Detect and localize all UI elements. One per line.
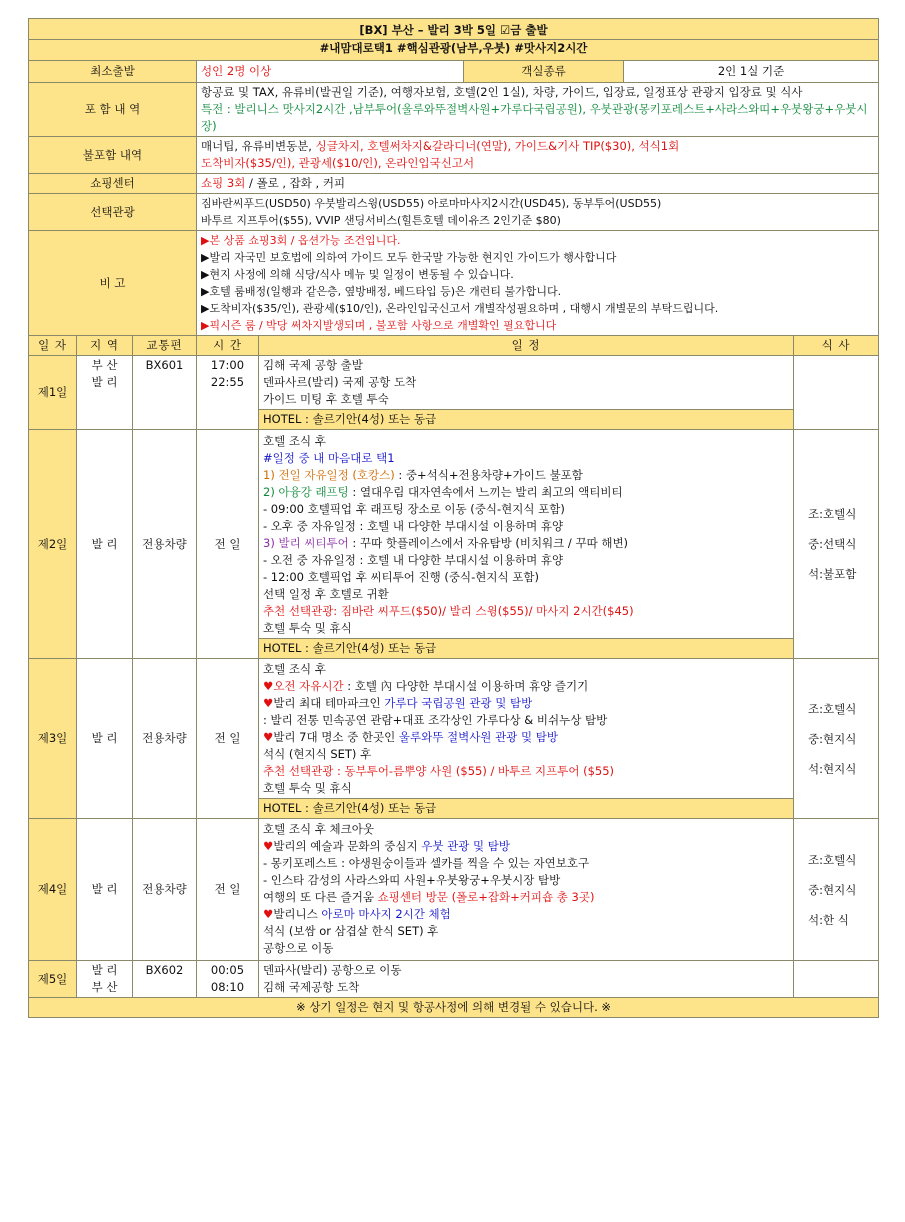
day-region: 부 산 발 리 [77,356,133,430]
option-cell [197,194,879,231]
day-schedule: 덴파사(발리) 공항으로 이동 김해 국제공항 도착 [259,961,794,998]
day-time: 전 일 [197,430,259,659]
day-row-3 [29,659,879,799]
hotel-line: HOTEL : 솔르기안(4성) 또는 동급 [259,639,794,659]
exclude-part3: 도착비자($35/인), 관광세($10/인), 온라인입국신고서 [201,156,475,170]
shop-cell [197,174,879,194]
page-subtitle: #내맘대로택1 #핵심관광(남부,우붓) #맛사지2시간 [29,40,879,61]
day-time: 00:05 08:10 [197,961,259,998]
day-label: 제4일 [29,819,77,961]
heart-icon: ♥ [263,839,274,853]
day-region: 발 리 [77,659,133,819]
hotel-line: HOTEL : 솔르기안(4성) 또는 동급 [259,410,794,430]
schedule-line: 가이드 미팅 후 호텔 투숙 [263,392,389,406]
day-transport: 전용차량 [133,430,197,659]
note-4: ▶호텔 룸배정(일행과 같은층, 옆방배정, 베드타입 등)은 개런티 불가합니다. [201,285,562,298]
day-transport: BX601 [133,356,197,430]
day-transport: 전용차량 [133,819,197,961]
option-line-1: 짐바란씨푸드(USD50) 우붓발리스윙(USD55) 아로마마사지2시간(USD45), 동부투어(USD55) [201,197,662,210]
room-type-label: 객실종류 [464,61,624,83]
heart-icon: ♥ [263,696,274,710]
day-label: 제2일 [29,430,77,659]
day-label: 제1일 [29,356,77,430]
day-transport: 전용차량 [133,659,197,819]
page-title: [BX] 부산 – 발리 3박 5일 ☑금 출발 [29,19,879,40]
footer-note: ※ 상기 일정은 현지 및 항공사정에 의해 변경될 수 있습니다. ※ [29,998,879,1018]
include-label: 포 함 내 역 [29,83,197,137]
day-meal: 조:호텔식 중:선택식 석:불포함 [794,430,879,659]
day-meal: 조:호텔식 중:현지식 석:한 식 [794,819,879,961]
option-line-2: 바투르 지프투어($55), VVIP 샌딩서비스(힐튼호텔 데이유즈 2인기준 $80) [201,214,561,227]
day-row-2 [29,430,879,639]
day-schedule: 호텔 조식 후 체크아웃 ♥발리의 예술과 문화의 중심지 우붓 관광 및 탐방 - 몽키포레스트 : 야생원숭이들과 셀카를 찍을 수 있는 자연보호구 - 인스타 감성의 사라스와띠 사원+우붓왕궁+우붓시장 탐방 여행의 또 다른 즐거움 쇼핑센터 방문 (폴로+잡화+커피숍 총 3곳) ♥발리니스 아로마 마사지 2시간 체험 석식 (보쌈 or 삼겹살 한식 SET) 후 공항으로 이동 [259,819,794,961]
day-time: 전 일 [197,819,259,961]
hotel-line: HOTEL : 솔르기안(4성) 또는 동급 [259,799,794,819]
heart-icon: ♥ [263,679,274,693]
day-meal [794,961,879,998]
shop-count: 쇼핑 3회 [201,176,246,190]
col-transport: 교통편 [133,336,197,356]
day-region: 발 리 [77,819,133,961]
include-text: 항공료 및 TAX, 유류비(발권일 기준), 여행자보험, 호텔(2인 1실), 차량, 가이드, 입장료, 일정표상 관광지 입장료 및 식사 [201,85,803,99]
note-label: 비 고 [29,231,197,336]
day-time: 17:00 22:55 [197,356,259,430]
note-6: ▶픽시즌 룸 / 박당 써차지발생되며 , 불포함 사항으로 개별확인 필요합니다 [201,319,557,332]
day-region: 발 리 [77,430,133,659]
day-time: 전 일 [197,659,259,819]
note-1: ▶본 상품 쇼핑3회 / 옵션가능 조건입니다. [201,234,401,247]
include-cell [197,83,879,137]
day-meal: 조:호텔식 중:현지식 석:현지식 [794,659,879,819]
day-label: 제5일 [29,961,77,998]
exclude-label: 불포함 내역 [29,137,197,174]
day-label: 제3일 [29,659,77,819]
day-row-5 [29,961,879,998]
col-time: 시 간 [197,336,259,356]
min-departure-value: 성인 2명 이상 [197,61,464,83]
heart-icon: ♥ [263,730,274,744]
schedule-line: 덴파사르(발리) 국제 공항 도착 [263,375,417,389]
day-meal [794,356,879,430]
day-region: 발 리 부 산 [77,961,133,998]
day-row-1 [29,356,879,410]
shop-items: / 폴로 , 잡화 , 커피 [245,176,346,190]
note-2: ▶발리 자국민 보호법에 의하여 가이드 모두 한국말 가능한 현지인 가이드가 행사합니다 [201,251,617,264]
note-cell [197,231,879,336]
shop-label: 쇼핑센터 [29,174,197,194]
exclude-part1: 매너팁, 유류비변동분, [201,139,316,153]
exclude-cell [197,137,879,174]
min-departure-label: 최소출발 [29,61,197,83]
heart-icon: ♥ [263,907,274,921]
col-meal: 식 사 [794,336,879,356]
day-schedule: 호텔 조식 후 ♥오전 자유시간 : 호텔 內 다양한 부대시설 이용하며 휴양 즐기기 ♥발리 최대 테마파크인 가루다 국립공원 관광 및 탐방 : 발리 전통 민속공연 관람+대표 조각상인 가루다상 & 비쉬누상 탐방 ♥발리 7대 명소 중 한곳인 울루와뚜 절벽사원 관광 및 탐방 석식 (현지식 SET) 후 추천 선택관광 : 동부투어-름뿌양 사원 ($55) / 바투르 지프투어 ($55) 호텔 투숙 및 휴식 [259,659,794,799]
day-row-4 [29,819,879,961]
col-region: 지 역 [77,336,133,356]
day-transport: BX602 [133,961,197,998]
include-special: 특전 : 발리니스 맛사지2시간 ,남부투어(울루와뚜절벽사원+가루다국립공원), 우붓관광(몽키포레스트+사라스와띠+우붓왕궁+우붓시장) [201,102,868,133]
day-schedule: 호텔 조식 후 #일정 중 내 마음대로 택1 1) 전일 자유일정 (호캉스) : 중+석식+전용차량+가이드 불포함 2) 아융강 래프팅 : 열대우림 대자연속에서 느끼는 발리 최고의 액티비티 - 09:00 호텔픽업 후 래프팅 장소로 이동 (중식-현지식 포함) - 오후 중 자유일정 : 호텔 내 다양한 부대시설 이용하며 휴양 3) 발리 씨티투어 : 꾸따 핫플레이스에서 자유탐방 (비치워크 / 꾸따 해변) - 오전 중 자유일정 : 호텔 내 다양한 부대시설 이용하며 휴양 - 12:00 호텔픽업 후 씨티투어 진행 (중식-현지식 포함) 선택 일정 후 호텔로 귀환 추천 선택관광: 짐바란 씨푸드($50)/ 발리 스윙($55)/ 마사지 2시간($45) 호텔 투숙 및 휴식 [259,430,794,639]
option-label: 선택관광 [29,194,197,231]
col-day: 일 자 [29,336,77,356]
day-schedule [259,356,794,410]
itinerary-sheet [28,18,879,1018]
exclude-part2: 싱글차지, 호텔써차지&갈라디너(연말), 가이드&기사 TIP($30), 석식1회 [315,139,680,153]
room-type-value: 2인 1실 기준 [624,61,879,83]
note-5: ▶도착비자($35/인), 관광세($10/인), 온라인입국신고서 개별작성필요하며 , 대행시 개별문의 부탁드립니다. [201,302,719,315]
note-3: ▶현지 사정에 의해 식당/식사 메뉴 및 일정이 변동될 수 있습니다. [201,268,514,281]
schedule-line: 김해 국제 공항 출발 [263,358,363,372]
col-schedule: 일 정 [259,336,794,356]
